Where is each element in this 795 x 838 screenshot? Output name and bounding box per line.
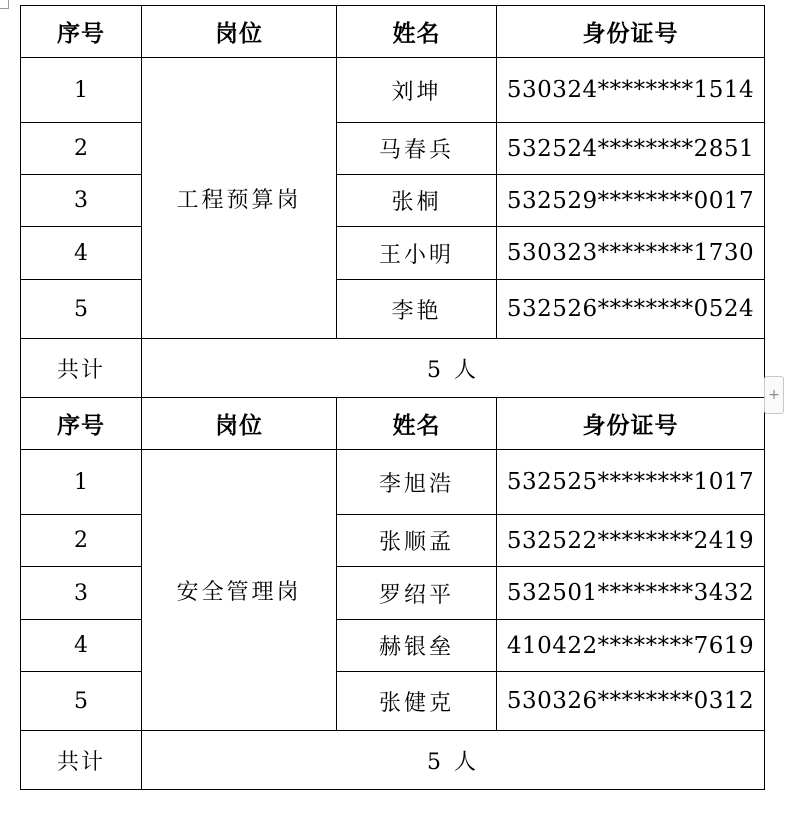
header-row [21, 6, 765, 58]
header-name: 姓名 [337, 6, 497, 58]
row-id-number: 530324********1514 [497, 58, 765, 123]
row-name: 张顺孟 [337, 515, 497, 567]
row-index: 5 [21, 280, 142, 339]
total-value: 5 人 [142, 731, 765, 790]
row-index: 5 [21, 672, 142, 731]
table-row [21, 450, 765, 515]
row-index: 1 [21, 58, 142, 123]
row-name: 张健克 [337, 672, 497, 731]
row-id-number: 532529********0017 [497, 175, 765, 227]
table-row [21, 672, 765, 731]
post-cell: 工程预算岗 [142, 58, 337, 339]
plus-icon: + [768, 387, 780, 403]
table-row [21, 515, 765, 567]
table-row [21, 620, 765, 672]
row-id-number: 410422********7619 [497, 620, 765, 672]
header-index: 序号 [21, 398, 142, 450]
row-id-number: 530323********1730 [497, 227, 765, 280]
total-row [21, 731, 765, 790]
total-row [21, 339, 765, 398]
row-name: 刘坤 [337, 58, 497, 123]
row-name: 李旭浩 [337, 450, 497, 515]
total-label: 共计 [21, 339, 142, 398]
table-row [21, 123, 765, 175]
row-id-number: 532522********2419 [497, 515, 765, 567]
row-index: 3 [21, 567, 142, 620]
row-index: 3 [21, 175, 142, 227]
header-row [21, 398, 765, 450]
header-id-number: 身份证号 [497, 398, 765, 450]
row-index: 2 [21, 123, 142, 175]
table-row [21, 567, 765, 620]
row-name: 张桐 [337, 175, 497, 227]
row-name: 李艳 [337, 280, 497, 339]
row-id-number: 532526********0524 [497, 280, 765, 339]
row-index: 4 [21, 620, 142, 672]
page-corner-mark [0, 0, 9, 9]
table-row [21, 175, 765, 227]
table-row [21, 280, 765, 339]
personnel-table [20, 5, 765, 790]
row-id-number: 530326********0312 [497, 672, 765, 731]
header-post: 岗位 [142, 6, 337, 58]
post-cell: 安全管理岗 [142, 450, 337, 731]
table-row [21, 227, 765, 280]
table-row [21, 58, 765, 123]
row-name: 赫银垒 [337, 620, 497, 672]
row-id-number: 532501********3432 [497, 567, 765, 620]
row-index: 2 [21, 515, 142, 567]
row-name: 罗绍平 [337, 567, 497, 620]
row-index: 4 [21, 227, 142, 280]
header-index: 序号 [21, 6, 142, 58]
row-id-number: 532524********2851 [497, 123, 765, 175]
header-name: 姓名 [337, 398, 497, 450]
add-row-button[interactable] [764, 376, 784, 414]
header-id-number: 身份证号 [497, 6, 765, 58]
row-id-number: 532525********1017 [497, 450, 765, 515]
total-value: 5 人 [142, 339, 765, 398]
row-name: 马春兵 [337, 123, 497, 175]
row-name: 王小明 [337, 227, 497, 280]
total-label: 共计 [21, 731, 142, 790]
row-index: 1 [21, 450, 142, 515]
header-post: 岗位 [142, 398, 337, 450]
